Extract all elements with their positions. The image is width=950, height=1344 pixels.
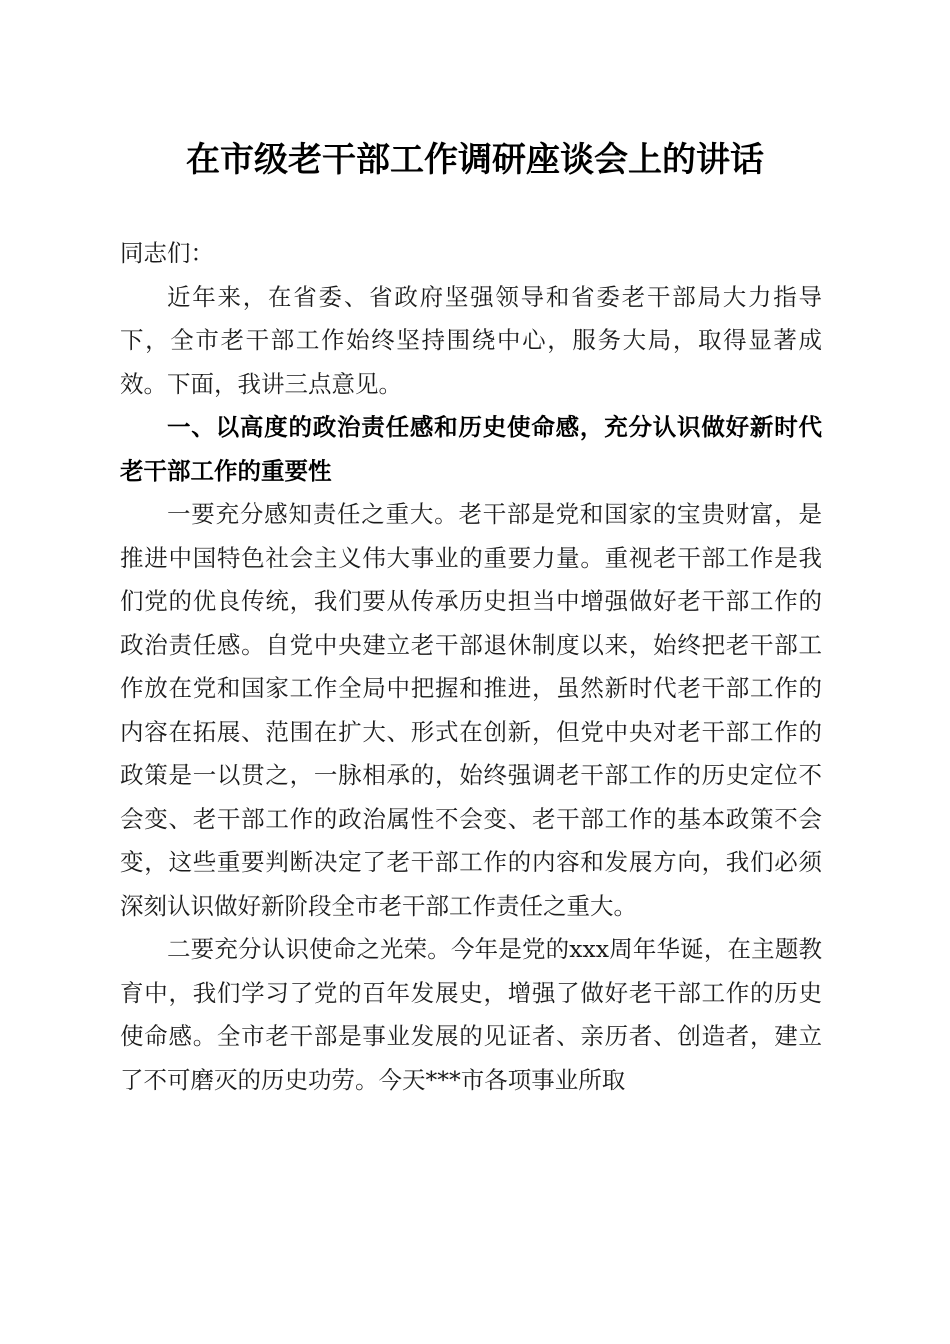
document-body — [120, 232, 822, 1102]
section-paragraph-1: 一要充分感知责任之重大。老干部是党和国家的宝贵财富，是推进中国特色社会主义伟大事业的重要力量。重视老干部工作是我们党的优良传统，我们要从传承历史担当中增强做好老干部工作的政治责任感。自党中央建立老干部退休制度以来，始终把老干部工作放在党和国家工作全局中把握和推进，虽然新时代老干部工作的内容在拓展、范围在扩大、形式在创新，但党中央对老干部工作的政策是一以贯之，一脉相承的，始终强调老干部工作的历史定位不会变、老干部工作的政治属性不会变、老干部工作的基本政策不会变，这些重要判断决定了老干部工作的内容和发展方向，我们必须深刻认识做好新阶段全市老干部工作责任之重大。 — [120, 500, 822, 920]
salutation: 同志们： — [120, 239, 214, 267]
section-paragraph-2: 二要充分认识使命之光荣。今年是党的xxx周年华诞，在主题教育中，我们学习了党的百年发展史，增强了做好老干部工作的历史使命感。全市老干部是事业发展的见证者、亲历者、创造者，建立了不可磨灭的历史功劳。今天***市各项事业所取 — [120, 935, 822, 1094]
document-title: 在市级老干部工作调研座谈会上的讲话 — [186, 140, 764, 180]
intro-paragraph: 近年来，在省委、省政府坚强领导和省委老干部局大力指导下，全市老干部工作始终坚持围绕中心，服务大局，取得显著成效。下面，我讲三点意见。 — [120, 282, 822, 398]
section-heading: 一、以高度的政治责任感和历史使命感，充分认识做好新时代老干部工作的重要性 — [120, 413, 822, 485]
